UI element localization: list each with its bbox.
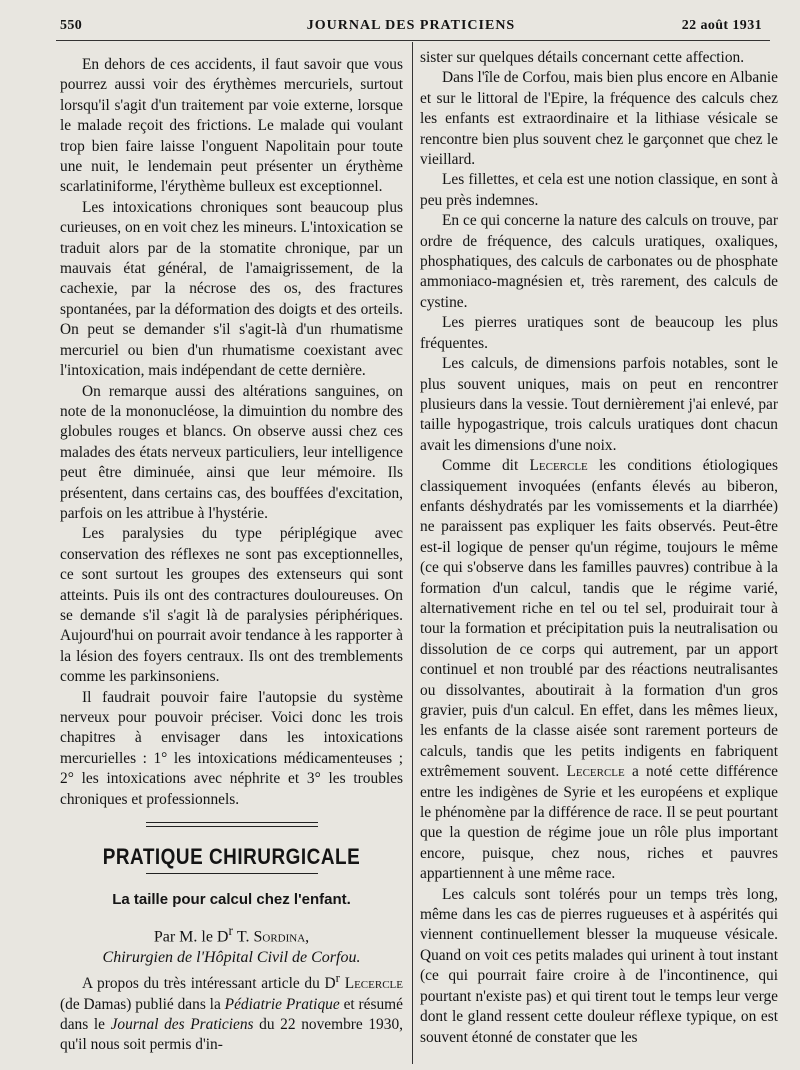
section-title: PRATIQUE CHIRURGICALE [102,844,361,870]
paragraph: Les calculs, de dimensions parfois notables, sont le plus souvent uniques, mais on peut en rencontrer plusieurs dans la vessie. Tout dernièrement j'ai enlevé, par taille hypogastrique, trois calculs uratiques dont chacun avait les dimensions d'une noix. [420,355,778,454]
left-column [60,55,403,1056]
page-number: 550 [60,18,83,33]
paragraph: Les intoxications chroniques sont beaucoup plus curieuses, on en voit chez les mineurs. L'intoxication se traduit alors par de la stomatite chronique, par un mauvais état général, de l'amaigrissement, de la cachexie, par la nécrose des os, des fractures spontanées, par la déformation des doigts et des orteils. On peut se demander s'il s'agit-là d'un rhumatisme mercuriel ou bien d'un rhumatisme coexistant avec l'intoxication, mais indépendant de cette dernière. [60,198,403,380]
right-column [420,48,778,1048]
journal-title: JOURNAL DES PRATICIENS [306,18,516,33]
title-underline [146,873,318,874]
paragraph: En dehors de ces accidents, il faut savoir que vous pourrez aussi voir des érythèmes mercuriels, surtout lorsqu'il s'agit d'un traitement par voie externe, lorsque le malade reçoit des frictions. Le malade qui voulant trop bien faire laisse l'onguent Napolitain pour toute une nuit, le lendemain peut présenter un érythème scarlatiniforme, l'érythème bulleux est exceptionnel. [60,56,403,196]
paragraph: Les paralysies du type périplégique avec conservation des réflexes ne sont pas exceptionnelles, ce sont surtout les groupes des extenseurs qui sont atteints. Puis ils ont des contractures douloureuses. On se demande s'il s'agit là de paralysies périphériques. Aujourd'hui on pourrait avoir tendance à les rapporter à la lésion des foyers centraux. Ils ont des tremblements comme les parkinsoniens. [60,525,403,686]
paragraph: Les pierres uratiques sont de beaucoup les plus fréquentes. [420,314,778,352]
article-title: La taille pour calcul chez l'enfant. [112,891,351,909]
author-name: T. Sordina, [236,928,310,946]
section-separator [146,822,318,827]
issue-date: 22 août 1931 [681,18,762,33]
page-header [60,16,762,38]
paragraph: Comme dit Lecercle les conditions étiologiques classiquement invoquées (enfants élevés au biberon, enfants déshydratés par les vomissements et la diarrhée) ne paraissent pas expliquer les faits observés. Peut-être est-il logique de penser qu'un régime, toujours le même (ce qui s'observe dans les familles pauvres) contribue à la formation d'un calcul, tandis que le régime varié, alternativement riche en tel ou tel sel, produirait tour à tour la formation et précipitation puis la neutralisation ou dissolution de ce corps qui autrement, par un apport continuel et non troublé par des réactions neutralisantes ou dissolvantes, aboutirait à la formation d'un gros gravier, puis d'un calcul. En effet, dans les mêmes lieux, les enfants de la classe aisée sont rarement porteurs de calculs, tandis que les petits indigents en fabriquent extrêmement souvent. Lecercle a noté cette différence entre les indigènes de Syrie et les européens et explique le phénomène par la différence de race. Il se peut pourtant que la question de régime joue un rôle plus important encore, puisque, chez nous, riches et pauvres appartiennent à une même race. [420,457,778,883]
continued-text: sister sur quelques détails concernant cette affection. [420,49,745,66]
author-affiliation: Chirurgien de l'Hôpital Civil de Corfou. [102,948,361,966]
header-rule [56,40,770,41]
byline: Par M. le $D^r$ T. Sordina, [153,922,310,946]
paragraph: Dans l'île de Corfou, mais bien plus encore en Albanie et sur le littoral de l'Epire, la fréquence des calculs chez les enfants est extraordinaire et la lithiase vésicale se rencontre bien plus souvent chez le garçonnet que chez le vieillard. [420,69,778,169]
paragraph: Les fillettes, et cela est une notion classique, en sont à peu près indemnes. [420,171,778,209]
paragraph: Il faudrait pouvoir faire l'autopsie du système nerveux pour pouvoir préciser. Voici donc les trois chapitres à envisager dans les intoxications mercurielles : 1° les intoxications médicamenteuses ; 2° les intoxications avec néphrite et 3° les troubles chroniques et professionnels. [60,688,403,808]
paragraph: On remarque aussi des altérations sanguines, on note de la mononucléose, la dimuintion du nombre des globules rouges et blancs. On observe aussi chez ces malades des états nerveux particuliers, leur intelligence peut être diminuée, ainsi que leur mémoire. Ils présentent, dans certains cas, des bouffées d'excitation, parfois on les attribue à l'hystérie. [60,382,403,522]
paragraph: En ce qui concerne la nature des calculs on trouve, par ordre de fréquence, des calculs uratiques, oxaliques, phosphatiques, des calculs de carbonates ou de phosphate ammoniaco-magnésien et, très rarement, des calculs de cystine. [420,212,778,311]
intro-paragraph: A propos du très intéressant article du $D^r$ Lecercle (de Damas) publié dans la Pédiatrie Pratique et résumé dans le Journal des Praticiens du 22 novembre 1930, qu'il nous soit permis d'in- [60,970,403,1054]
column-divider [412,42,413,1064]
paragraph: Les calculs sont tolérés pour un temps très long, même dans les cas de pierres rugueuses et à aspérités qui viennent continuellement blesser la muqueuse vésicale. Quand on voit ces petits malades qui urinent à tout instant (ce qui pourrait faire croire à de l'incontinence, qui pourtant n'existe pas) et qui tirent tout le temps leur verge dont le gland ressent cette douleur réflexe typique, on est souvent étonné de constater que les [420,885,778,1046]
